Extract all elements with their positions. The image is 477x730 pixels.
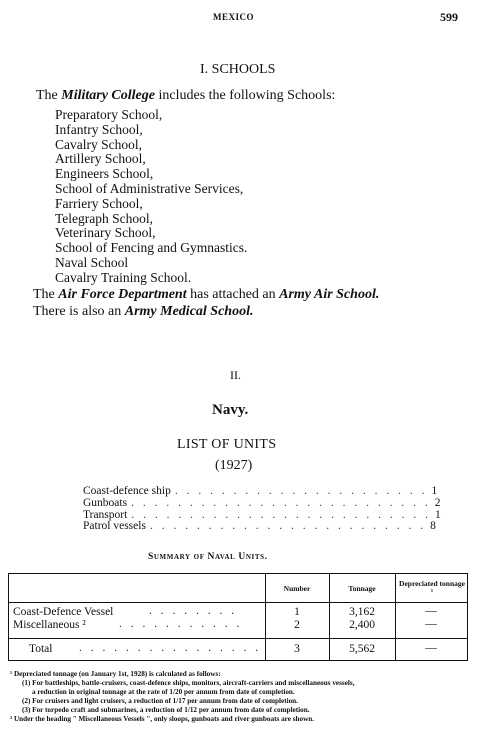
header-tonnage: Tonnage <box>348 584 376 593</box>
list-item <box>83 520 436 533</box>
list-item: Cavalry School, <box>55 136 142 152</box>
list-item: Infantry School, <box>55 121 143 137</box>
medical-paragraph <box>33 304 253 320</box>
unit-count: 1 <box>434 508 441 521</box>
intro-emphasis: Military College <box>61 88 155 103</box>
header-depreciated: Depreciated tonnage ¹ <box>399 579 465 596</box>
list-item: Artillery School, <box>55 151 146 167</box>
airforce-paragraph <box>33 287 379 303</box>
total-tonnage: 5,562 <box>349 643 375 655</box>
row-tonnage: 2,400 <box>349 619 375 631</box>
list-item: School of Fencing and Gymnastics. <box>55 240 248 256</box>
list-item: Cavalry Training School. <box>55 269 192 285</box>
airforce-dept: Air Force Department <box>58 287 187 302</box>
row-number: 2 <box>294 619 300 631</box>
unit-name: Coast-defence ship <box>83 485 171 497</box>
total-number: 3 <box>294 643 300 655</box>
summary-table <box>8 573 468 661</box>
list-item: Engineers School, <box>55 166 154 182</box>
list-of-units-title: LIST OF UNITS <box>177 437 277 452</box>
leader-dots: . . . . . . . . . . . . . . . . . . . . . . . . . . <box>131 508 431 521</box>
unit-name: Patrol vessels <box>83 520 146 533</box>
school-list <box>55 108 247 286</box>
leader-dots: . . . . . . . . . . . <box>119 618 243 630</box>
army-air-school: Army Air School. <box>279 287 380 302</box>
leader-dots: . . . . . . . . . . . . . . . . . . . . . . <box>174 485 428 497</box>
units-list <box>83 485 441 533</box>
airforce-mid: has attached an <box>186 287 280 302</box>
row-label: Miscellaneous ² <box>13 619 86 631</box>
header-rule <box>9 602 467 603</box>
list-item: Veterinary School, <box>55 225 156 241</box>
unit-name: Transport <box>83 508 128 521</box>
section-heading-schools: I. SCHOOLS <box>200 62 276 77</box>
section-heading-navy-number: II. <box>230 368 241 382</box>
row-number: 1 <box>294 606 300 618</box>
running-title: MEXICO <box>213 12 254 22</box>
leader-dots: . . . . . . . . <box>149 605 238 617</box>
row-depreciated: — <box>425 605 437 617</box>
intro-suffix: includes the following Schools: <box>154 88 336 103</box>
list-item: Farriery School, <box>55 195 143 211</box>
unit-count: 2 <box>434 496 441 509</box>
intro-paragraph <box>36 88 335 104</box>
list-item: Naval School <box>55 254 129 270</box>
page-number: 599 <box>440 10 458 24</box>
airforce-prefix: The <box>33 287 59 302</box>
leader-dots: . . . . . . . . . . . . . . . . . . . . . . . . <box>149 520 427 533</box>
row-label: Coast-Defence Vessel <box>13 606 114 618</box>
row-depreciated: — <box>425 618 437 630</box>
footnote: ² Under the heading " Miscellaneous Vessels ", only sloops, gunboats and river gunboats are shown. <box>10 715 315 723</box>
footnote: a reduction in original tonnage at the rate of 1/20 per annum from date of completion. <box>32 688 295 696</box>
medical-prefix: There is also an <box>33 304 125 319</box>
unit-count: 1 <box>431 485 438 497</box>
footnote: (2) For cruisers and light cruisers, a reduction of 1/17 per annum from date of completion. <box>22 697 298 705</box>
footnote: ¹ Depreciated tonnage (on January 1st, 1928) is calculated as follows: <box>10 670 221 678</box>
total-rule <box>9 638 467 639</box>
unit-count: 8 <box>430 520 436 533</box>
list-item: Telegraph School, <box>55 210 154 226</box>
navy-title: Navy. <box>212 402 249 418</box>
summary-title: Summary of Naval Units. <box>148 552 268 562</box>
row-tonnage: 3,162 <box>349 606 375 618</box>
footnote: (3) For torpedo craft and submarines, a reduction of 1/12 per annum from date of completion. <box>22 706 310 714</box>
army-medical-school: Army Medical School. <box>124 304 254 319</box>
leader-dots: . . . . . . . . . . . . . . . . . . . . . . . . . . <box>131 496 431 509</box>
header-number: Number <box>283 584 311 593</box>
list-item: Preparatory School, <box>55 107 163 122</box>
list-item: School of Administrative Services, <box>55 180 244 196</box>
total-label: Total <box>29 643 53 655</box>
intro-prefix: The <box>36 88 62 103</box>
leader-dots: . . . . . . . . . . . . . . . . <box>79 642 262 654</box>
unit-name: Gunboats <box>83 496 128 509</box>
list-year: (1927) <box>215 458 253 473</box>
footnote: (1) For battleships, battle-cruisers, coast-defence ships, monitors, aircraft-carriers and miscellaneous vessels, <box>22 679 355 687</box>
list-item <box>83 496 441 510</box>
total-depreciated: — <box>425 642 437 654</box>
